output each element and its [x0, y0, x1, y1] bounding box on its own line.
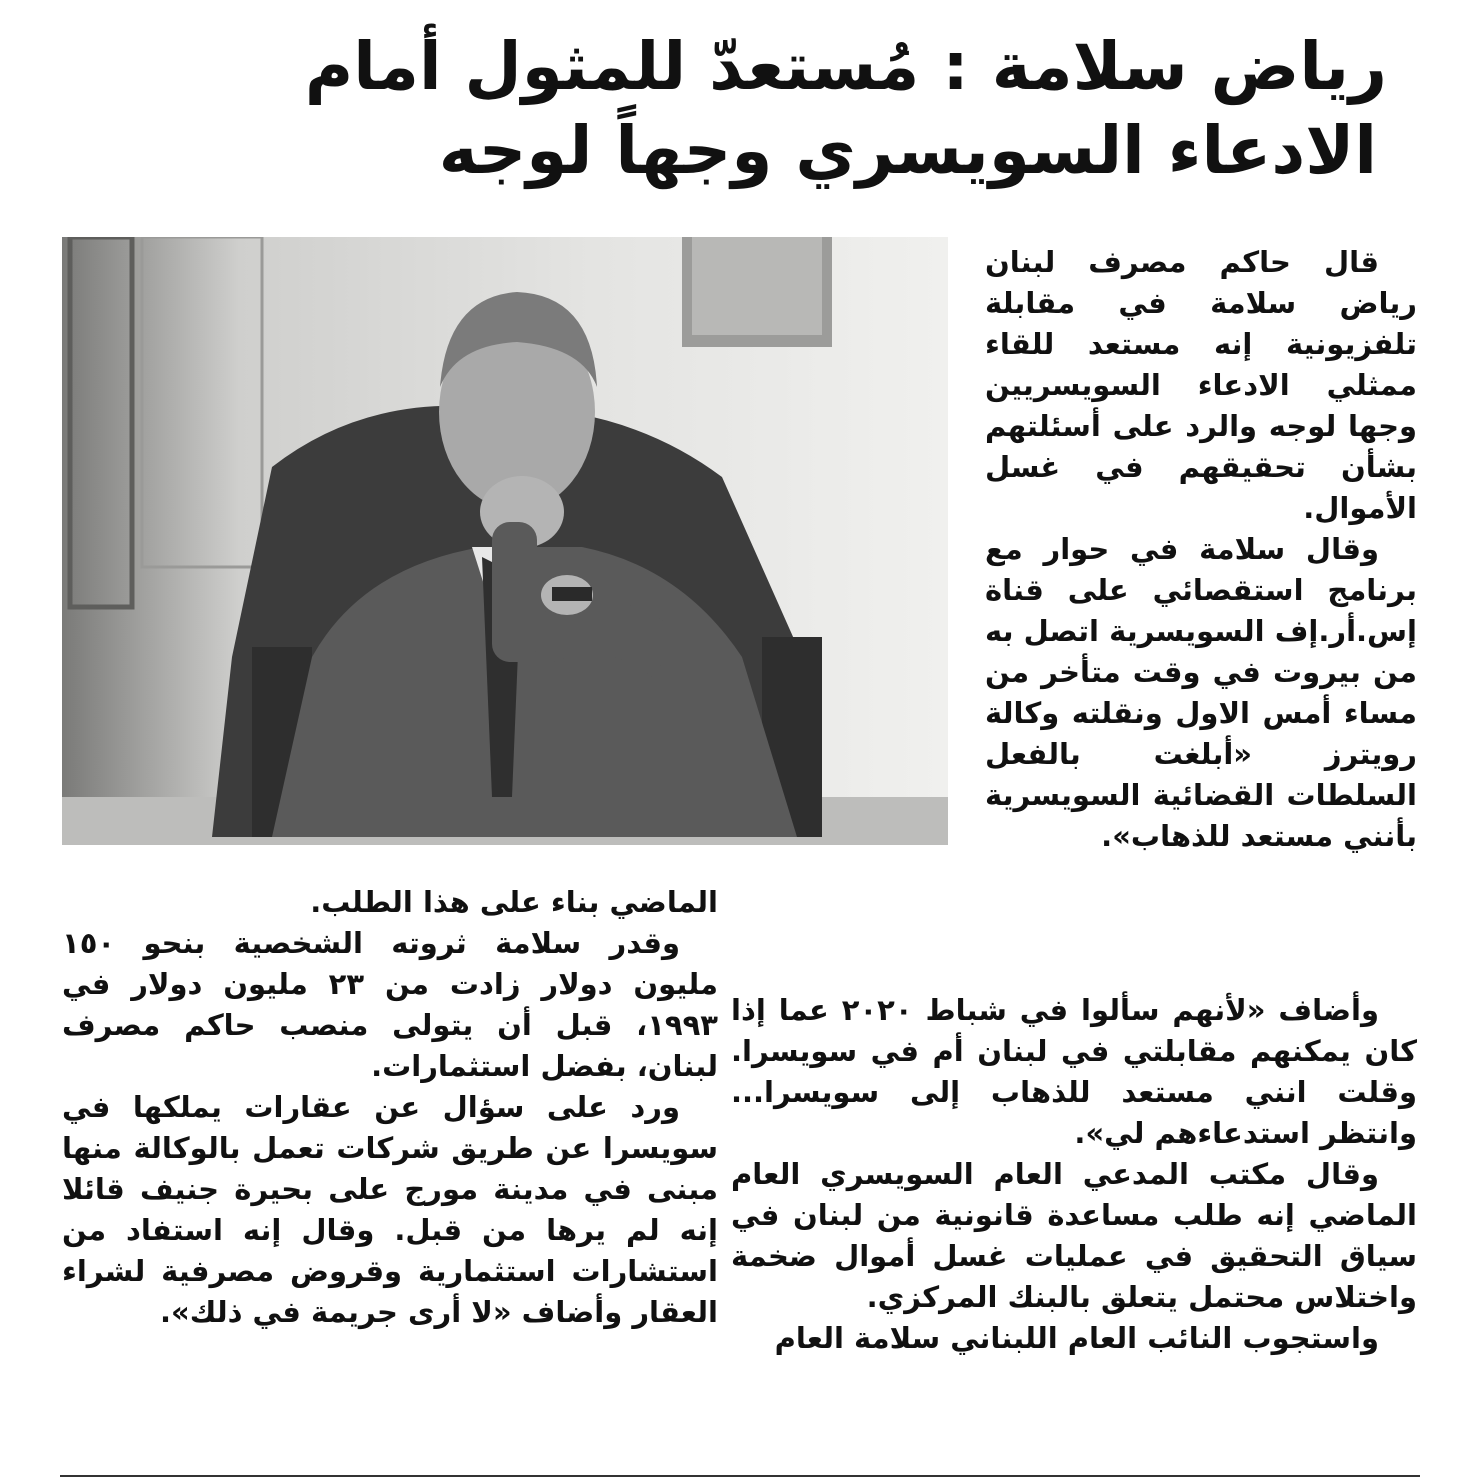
paragraph: وقال سلامة في حوار مع برنامج استقصائي على قناة إس.أر.إف السويسرية اتصل به من بيروت في وقت متأخر من مساء أمس الاول ونقلته وكالة رويترز «أبلغت بالفعل السلطات القضائية السويسرية بأنني مستعد للذهاب». — [985, 532, 1417, 853]
portrait-illustration — [62, 237, 948, 845]
paragraph: وأضاف «لأنهم سألوا في شباط ٢٠٢٠ عما إذا كان يمكنهم مقابلتي في لبنان أم في سويسرا. وقلت انني مستعد للذهاب إلى سويسرا... وانتظر استدعاءهم لي». — [731, 993, 1417, 1150]
paragraph: وقدر سلامة ثروته الشخصية بنحو ١٥٠ مليون دولار زادت من ٢٣ مليون دولار في ١٩٩٣، قبل أن يتولى منصب حاكم مصرف لبنان، بفضل استثمارات. — [62, 926, 718, 1083]
article-column-left — [62, 882, 718, 1333]
paragraph-continuation: الماضي بناء على هذا الطلب. — [310, 885, 718, 919]
bottom-divider — [60, 1475, 1420, 1477]
headline-line-2: الادعاء السويسري وجهاً لوجه — [438, 112, 1377, 189]
headline-line-1: رياض سلامة : مُستعدّ للمثول أمام — [304, 28, 1387, 105]
paragraph: ورد على سؤال عن عقارات يملكها في سويسرا عن طريق شركات تعمل بالوكالة منها مبنى في مدينة مورج على بحيرة جنيف قائلا إنه لم يرها من قبل. وقال إنه استفاد من استشارات استثمارية وقروض مصرفية لشراء العقار وأضاف «لا أرى جريمة في ذلك». — [62, 1090, 718, 1329]
article-column-right-bottom — [731, 990, 1417, 1359]
paragraph: قال حاكم مصرف لبنان رياض سلامة في مقابلة تلفزيونية إنه مستعد للقاء ممثلي الادعاء السويسريين وجها لوجه والرد على أسئلتهم بشأن تحقيقهم في غسل الأموال. — [985, 245, 1417, 525]
paragraph: واستجوب النائب العام اللبناني سلامة العام — [774, 1321, 1379, 1355]
paragraph: وقال مكتب المدعي العام السويسري العام الماضي إنه طلب مساعدة قانونية من لبنان في سياق التحقيق في عمليات غسل أموال ضخمة واختلاس محتمل يتعلق بالبنك المركزي. — [731, 1157, 1417, 1314]
article-photo — [62, 237, 948, 845]
article-column-right-top — [985, 242, 1417, 857]
